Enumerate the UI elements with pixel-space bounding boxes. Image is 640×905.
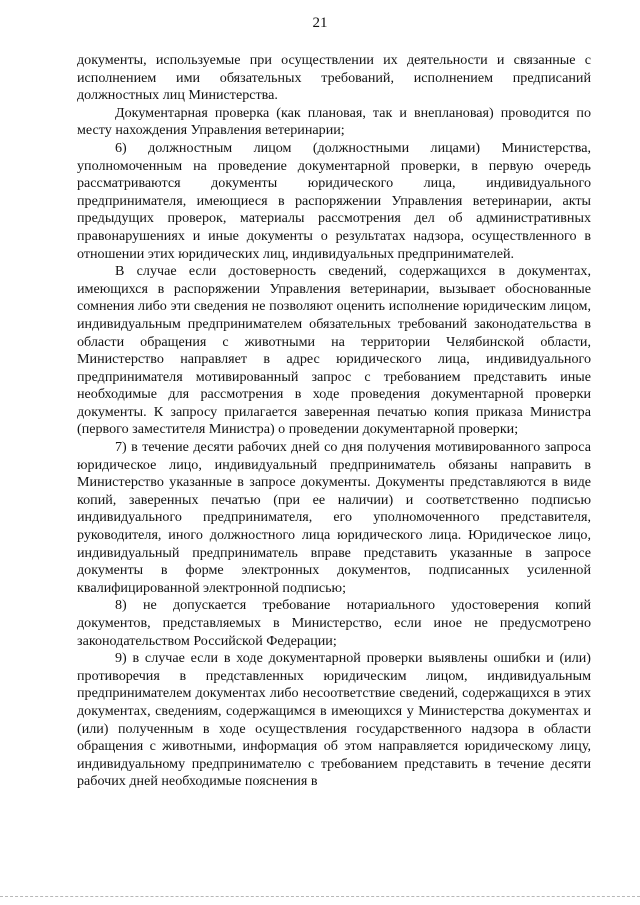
page-bottom-edge [0, 896, 640, 897]
page-number: 21 [312, 15, 328, 31]
document-body [77, 52, 591, 791]
paragraph-reasoned-request: В случае если достоверность сведений, содержащихся в документах, имеющихся в распоряжении Управления ветеринарии, вызывает обоснованные сомнения либо эти сведения не позволяют оценить исполнение юридическим лицом, индивидуальным предпринимателем обязательных требований законодательства в области обращения с животными на территории Челябинской области, Министерство направляет в адрес юридического лица, индивидуального предпринимателя мотивированный запрос с требованием представить иные необходимые для рассмотрения в ходе проведения документарной проверки документы. К запросу прилагается заверенная печатью копия приказа Министра (первого заместителя Министра) о проведении документарной проверки; [77, 263, 591, 438]
paragraph-item-6: 6) должностным лицом (должностными лицами) Министерства, уполномоченным на проведение документарной проверки, в первую очередь рассматриваются документы юридического лица, индивидуального предпринимателя, имеющиеся в распоряжении Управления ветеринарии, акты предыдущих проверок, материалы рассмотрения дел об административных правонарушениях и иные документы о результатах надзора, осуществленного в отношении этих юридических лиц, индивидуальных предпринимателей. [77, 139, 591, 262]
paragraph-item-8: 8) не допускается требование нотариального удостоверения копий документов, представляемых в Министерство, если иное не предусмотрено законодательством Российской Федерации; [77, 597, 591, 649]
paragraph-continuation: документы, используемые при осуществлении их деятельности и связанные с исполнением ими обязательных требований, исполнением предписаний должностных лиц Министерства. [77, 52, 591, 104]
paragraph-item-9: 9) в случае если в ходе документарной проверки выявлены ошибки и (или) противоречия в представленных юридическим лицом, индивидуальным предпринимателем документах либо несоответствие сведений, содержащихся в этих документах, сведениям, содержащимся в имеющихся у Министерства документах и (или) полученным в ходе осуществления государственного надзора в области обращения с животными, информация об этом направляется юридическому лицу, индивидуальному предпринимателю с требованием представить в течение десяти рабочих дней необходимые пояснения в [77, 650, 591, 790]
paragraph-item-7: 7) в течение десяти рабочих дней со дня получения мотивированного запроса юридическое лицо, индивидуальный предприниматель обязаны направить в Министерство указанные в запросе документы. Документы представляются в виде копий, заверенных печатью (при ее наличии) и соответственно подписью индивидуального предпринимателя, его уполномоченного представителя, руководителя, иного должностного лица юридического лица. Юридическое лицо, индивидуальный предприниматель вправе представить указанные в запросе документы в форме электронных документов, подписанных усиленной квалифицированной электронной подписью; [77, 439, 591, 596]
paragraph-inspection-location: Документарная проверка (как плановая, так и внеплановая) проводится по месту нахождения Управления ветеринарии; [77, 104, 591, 139]
